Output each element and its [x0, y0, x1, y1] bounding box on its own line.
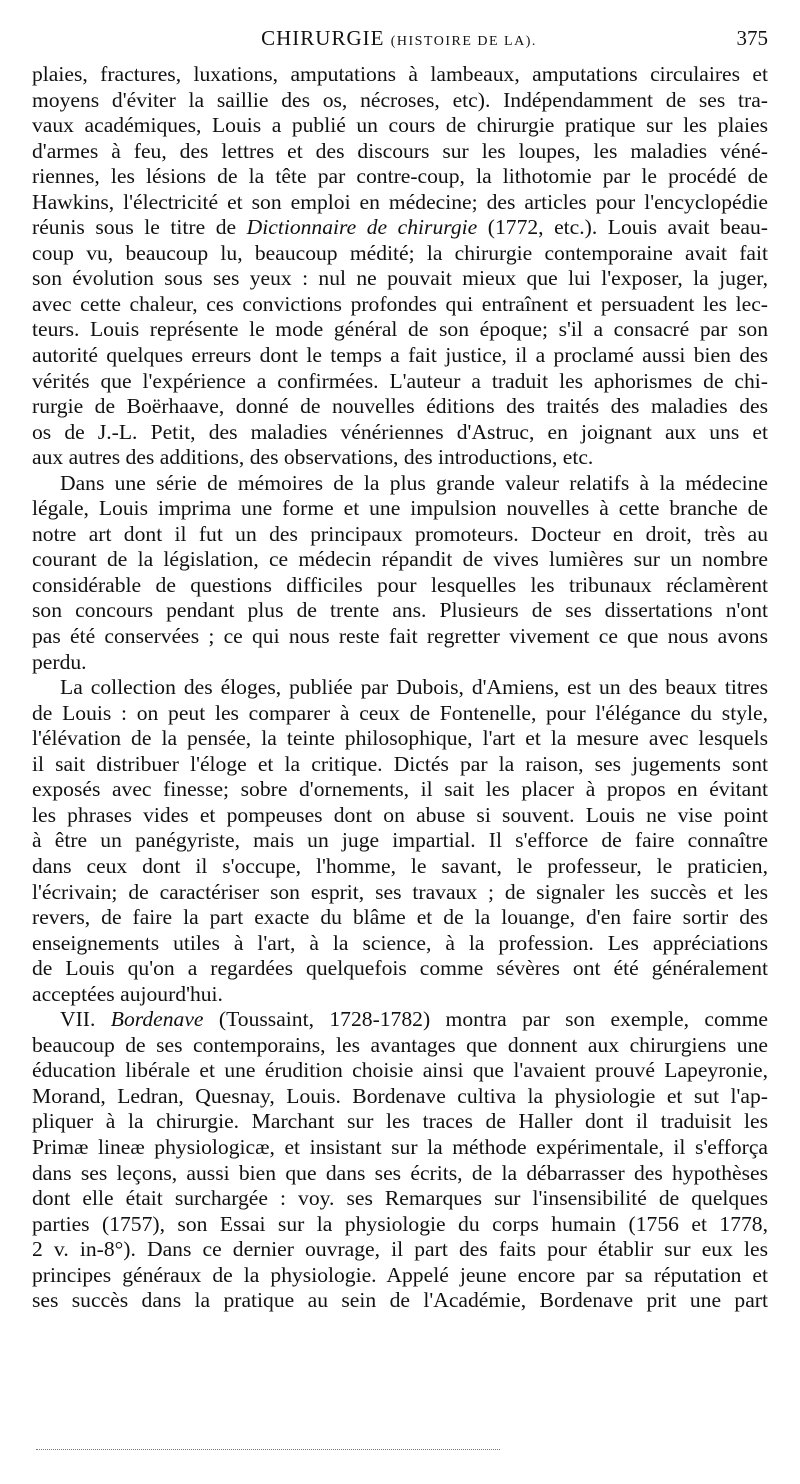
text-line: exposés avec finesse; sobre d'ornements, il sait les placer à propos en évitant [32, 777, 768, 802]
text-line: plaies, fractures, luxations, amputations à lambeaux, amputations circulaires et [32, 62, 768, 86]
text-line: Morand, Ledran, Quesnay, Louis. Bordenave cultiva la physiologie et sut l'ap- [32, 1083, 768, 1108]
text-line: notre art dont il fut un des principaux promoteurs. Docteur en droit, très au [32, 521, 768, 546]
text-line: coup vu, beaucoup lu, beaucoup médité; la chirurgie contemporaine avait fait [32, 240, 768, 265]
body-text [32, 62, 768, 1314]
text-line: à être un panégyriste, mais un juge impartial. Il s'efforce de faire connaître [32, 828, 768, 853]
text-line: dans ses leçons, aussi bien que dans ses écrits, de la débarrasser des hypothèses [32, 1160, 768, 1185]
text-line: rurgie de Boërhaave, donné de nouvelles éditions des traités des maladies des [32, 394, 768, 419]
text-line: moyens d'éviter la saillie des os, nécroses, etc). Indépendamment de ses tra- [32, 87, 768, 112]
text-line: l'écrivain; de caractériser son esprit, ses travaux ; de signaler les succès et les [32, 879, 768, 904]
text-line: l'élévation de la pensée, la teinte philosophique, l'art et la mesure avec lesquels [32, 726, 768, 751]
text-line: réunis sous le titre de Dictionnaire de chirurgie (1772, etc.). Louis avait beau- [32, 215, 768, 240]
text-line: éducation libérale et une érudition choisie ainsi que l'avaient prouvé Lapeyronie, [32, 1058, 768, 1083]
text-line: son concours pendant plus de trente ans. Plusieurs de ses dissertations n'ont [32, 598, 768, 623]
running-head-subtitle: (HISTOIRE DE LA). [390, 34, 537, 49]
text-line: ses succès dans la pratique au sein de l'Académie, Bordenave prit une part [32, 1288, 768, 1313]
text-line: vérités que l'expérience a confirmées. L'auteur a traduit les aphorismes de chi- [32, 368, 768, 393]
running-head [30, 26, 768, 51]
text-line: Primæ lineæ physiologicæ, et insistant sur la méthode expérimentale, il s'efforça [32, 1134, 768, 1159]
text-line: parties (1757), son Essai sur la physiologie du corps humain (1756 et 1778, [32, 1211, 768, 1236]
text-line: vaux académiques, Louis a publié un cours de chirurgie pratique sur les plaies [32, 113, 768, 138]
text-line: légale, Louis imprima une forme et une impulsion nouvelles à cette branche de [32, 496, 768, 521]
text-line: perdu. [32, 649, 87, 674]
text-line: Dans une série de mémoires de la plus grande valeur relatifs à la médecine [60, 470, 768, 495]
text-line: pliquer à la chirurgie. Marchant sur les traces de Haller dont il traduisit les [32, 1109, 768, 1134]
text-line: de Louis qu'on a regardées quelquefois comme sévères ont été généralement [32, 956, 768, 981]
text-line: son évolution sous ses yeux : nul ne pouvait mieux que lui l'exposer, la juger, [32, 266, 768, 291]
text-line: considérable de questions difficiles pour lesquelles les tribunaux réclamèrent [32, 572, 768, 597]
text-line: courant de la législation, ce médecin répandit de vives lumières sur un nombre [32, 547, 768, 572]
text-line: autorité quelques erreurs dont le temps a fait justice, il a proclamé aussi bien des [32, 343, 768, 368]
text-line: 2 v. in-8°). Dans ce dernier ouvrage, il part des faits pour établir sur eux les [32, 1237, 768, 1262]
text-line: os de J.-L. Petit, des maladies vénériennes d'Astruc, en joignant aux uns et [32, 419, 768, 444]
text-line: teurs. Louis représente le mode général de son époque; s'il a consacré par son [32, 317, 768, 342]
text-line: de Louis : on peut les comparer à ceux de Fontenelle, pour l'élégance du style, [32, 700, 768, 725]
text-line: beaucoup de ses contemporains, les avantages que donnent aux chirurgiens une [32, 1032, 768, 1057]
text-line: pas été conservées ; ce qui nous reste fait regretter vivement ce que nous avons [32, 624, 768, 649]
page-header [30, 26, 768, 56]
footer-rule [36, 1449, 500, 1452]
text-line: riennes, les lésions de la tête par contre-coup, la lithotomie par le procédé de [32, 164, 768, 189]
text-line: La collection des éloges, publiée par Dubois, d'Amiens, est un des beaux titres [60, 675, 768, 700]
text-line: enseignements utiles à l'art, à la science, à la profession. Les appréciations [32, 930, 768, 955]
text-line: aux autres des additions, des observations, des introductions, etc. [32, 445, 594, 470]
page-number: 375 [736, 26, 768, 50]
text-line: acceptées aujourd'hui. [32, 981, 223, 1006]
text-line: Hawkins, l'électricité et son emploi en médecine; des articles pour l'encyclopédie [32, 189, 768, 214]
text-line: d'armes à feu, des lettres et des discours sur les loupes, les maladies véné- [32, 138, 768, 163]
text-line: dans ceux dont il s'occupe, l'homme, le savant, le professeur, le praticien, [32, 853, 768, 878]
text-line: VII. Bordenave (Toussaint, 1728-1782) montra par son exemple, comme [60, 1007, 768, 1032]
running-head-title: CHIRURGIE [261, 26, 385, 50]
text-line: il sait distribuer l'éloge et la critique. Dictés par la raison, ses jugements sont [32, 751, 768, 776]
text-line: principes généraux de la physiologie. Appelé jeune encore par sa réputation et [32, 1262, 768, 1287]
text-line: les phrases vides et pompeuses dont on abuse si souvent. Louis ne vise point [32, 802, 768, 827]
text-line: dont elle était surchargée : voy. ses Remarques sur l'insensibilité de quelques [32, 1186, 768, 1211]
text-line: avec cette chaleur, ces convictions profondes qui entraînent et persuadent les lec- [32, 291, 768, 316]
text-line: revers, de faire la part exacte du blâme et de la louange, d'en faire sortir des [32, 905, 768, 930]
